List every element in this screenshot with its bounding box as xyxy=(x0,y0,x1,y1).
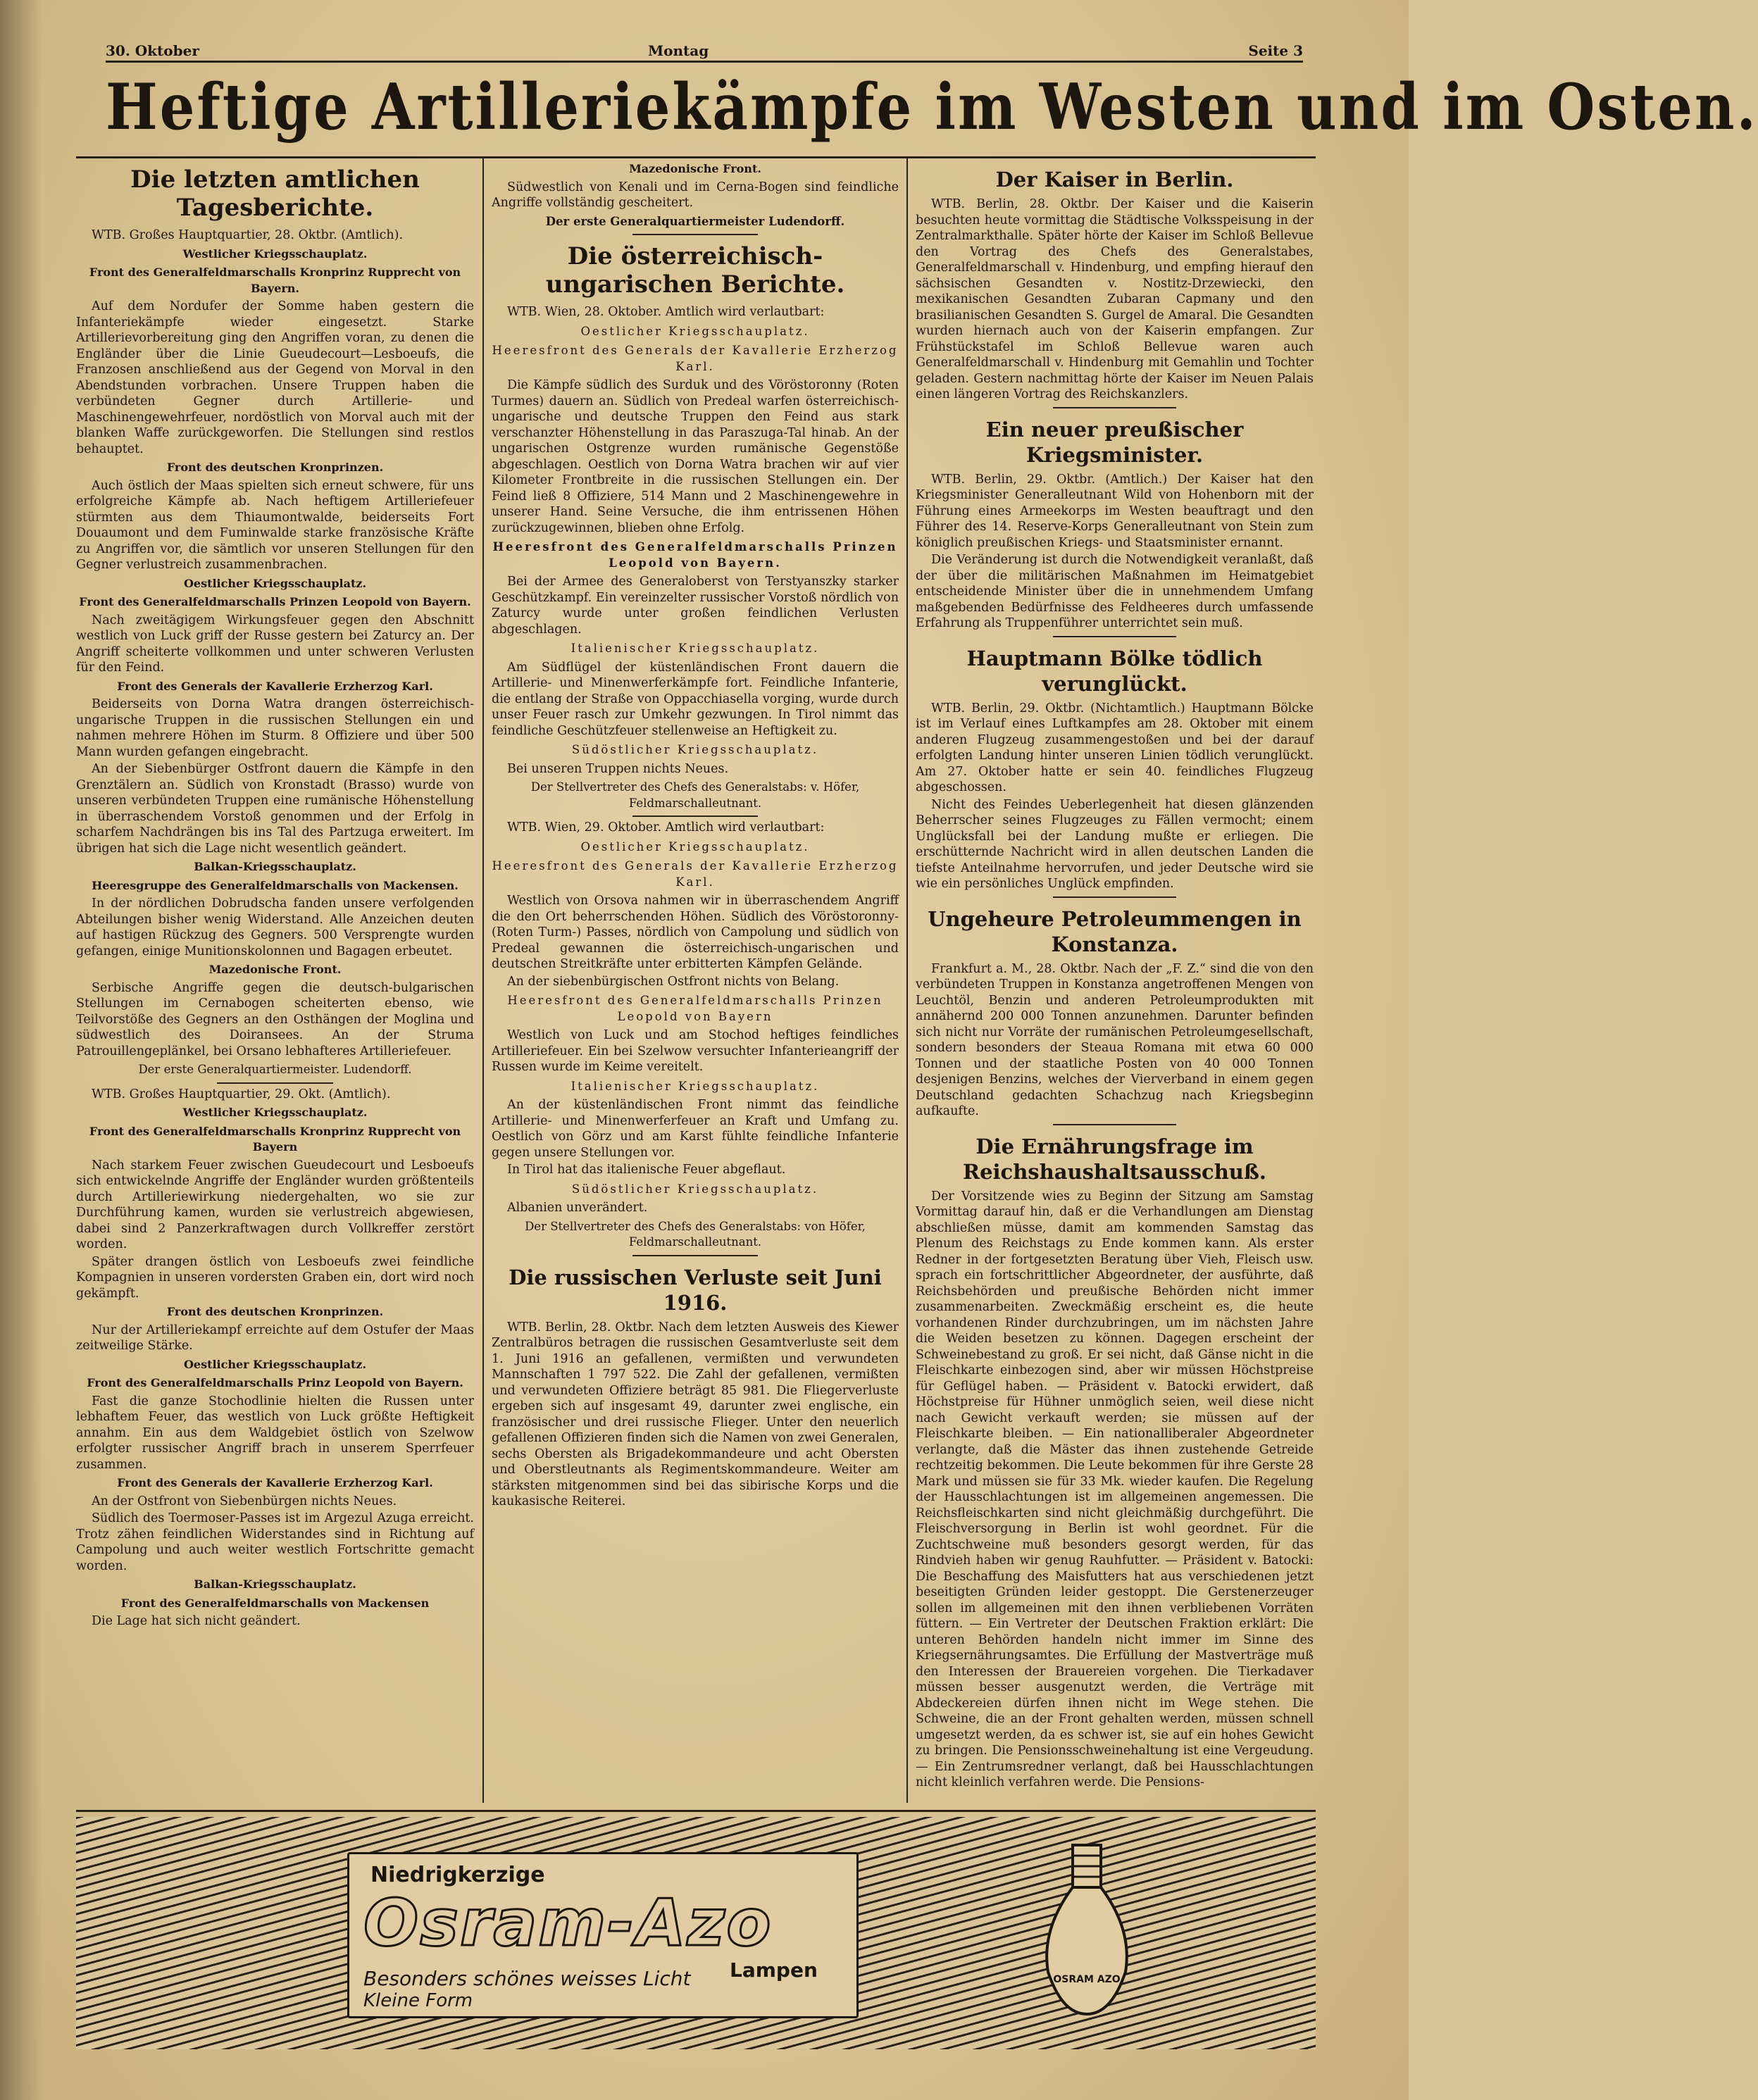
advertisement xyxy=(76,1817,1316,2049)
paragraph: Fast die ganze Stochodlinie hielten die Russen unter lebhaftem Feuer, das westlich von Luck größte Heftigkeit annahm. Ein aus dem Waldgebiet östlich von Szelwow erfolgter russischer Angriff brach in unserem Sperrfeuer zusammen. xyxy=(76,1394,474,1472)
dateline: WTB. Wien, 28. Oktober. Amtlich wird verlautbart: xyxy=(507,305,825,319)
section-heading: Oestlicher Kriegsschauplatz. xyxy=(580,839,810,854)
ad-slogan: Besonders schönes weisses Licht xyxy=(363,1967,691,1990)
section-heading: Mazedonische Front. xyxy=(629,162,761,175)
paragraph: Auf dem Nordufer der Somme haben gestern die Infanteriekämpfe wieder eingesetzt. Starke Artillerievorbereitung ging den Angriffen voran, zu denen die Engländer über die Linie Gueudecourt—Lesboeufs, die Franzosen anschließend aus der Gegend von Morval in den Abendstunden vorbrachen. Unsere Truppen haben die verbündeten Gegner durch Artillerie- und Maschinengewehrfeuer, nordöstlich von Morval auch mit der blanken Waffe zurückgeworfen. Die Stellungen sind restlos behauptet. xyxy=(76,299,474,456)
article-title: Die Ernährungsfrage im Reichshaushaltsausschuß. xyxy=(962,1134,1267,1184)
paragraph: Südlich des Toermoser-Passes ist im Argezul Azuga erreicht. Trotz zähen feindlichen Widerstandes sind in Richtung auf Campolung und auch weiter westlich Fortschritte gemacht worden. xyxy=(76,1511,474,1573)
paragraph: An der Siebenbürger Ostfront dauern die Kämpfe in den Grenztälern an. Südlich von Kronstadt (Brasso) wurde von unseren verbündeten Truppen eine rumänische Höhenstellung in überraschendem Vorstoß genommen und der Erfolg in scharfem Nachdrängen bis ins Tal des Partzuga erweitert. Im übrigen hat sich die Lage nicht wesentlich geändert. xyxy=(76,762,474,856)
divider xyxy=(1053,407,1176,408)
section-heading: Front des deutschen Kronprinzen. xyxy=(166,1305,384,1318)
section-heading: Südöstlicher Kriegsschauplatz. xyxy=(571,743,819,756)
section-heading: Westlicher Kriegsschauplatz. xyxy=(182,246,368,261)
paragraph: Nur der Artilleriekampf erreichte auf dem Ostufer der Maas zeitweilige Stärke. xyxy=(76,1323,474,1353)
divider xyxy=(632,234,758,235)
section-heading: Front des Generals der Kavallerie Erzherzog Karl. xyxy=(117,679,433,693)
paragraph: Frankfurt a. M., 28. Oktbr. Nach der „F. Z.“ sind die von den verbündeten Truppen in Konstanza angetroffenen Mengen von Leuchtöl, Benzin und anderen Petroleumprodukten mit annähernd 200 000 Tonnen anzunehmen. Darunter befinden sich nicht nur Vorräte der rumänischen Petroleumgesellschaft, sondern besonders der Steaua Romana mit etwa 60 000 Tonnen und der staatliche Posten von 40 000 Tonnen desjenigen Benzins, welches der Vierverband in einem gegen Deutschland gedachten Schachzug nach Kriegsbeginn aufkaufte. xyxy=(916,961,1314,1118)
divider xyxy=(1053,896,1176,898)
divider xyxy=(632,1255,758,1256)
paragraph: Der Vorsitzende wies zu Beginn der Sitzung am Samstag Vormittag darauf hin, daß er die Verhandlungen am Dienstag abschließen müsse, damit am kommenden Samstag das Plenum des Reichstags zu Ende kommen kann. Als erster Redner in der fortgesetzten Beratung über Vieh, Fleisch usw. sprach ein fortschrittlicher Abgeordneter, der ausführte, daß Reichsbehörden und preußische Behörden nicht immer zusammenarbeiten. Zweckmäßig erscheint es, die heute vorhandenen Rinder durchzubringen, um im nächsten Jahre die Weiden besetzen zu können. Dagegen erscheint der Schweinebestand zu groß. Er sei nicht, daß Gänse nicht in die Fleischkarte einbezogen sind, aber wir müssen Höchstpreise für Geflügel haben. — Präsident v. Batocki erwidert, daß Höchstpreise für Hühner unmöglich seien, weil diese nicht nach Gewicht verkauft werden; sie müssen auf der Fleischkarte bleiben. — Ein nationalliberaler Abgeordneter verlangte, daß die Mäster das ihnen zustehende Getreide rechtzeitig bekommen. Die Leute bekommen für ihre Gerste 28 Mark und müssen sie für 33 Mk. wieder kaufen. Die Regelung der Hausschlachtungen ist im allgemeinen angemessen. Die Reichsfleischkarten sind nicht gleichmäßig durchgeführt. Die Fleischversorgung in Berlin ist wohl geordnet. Für die Zuchtschweine muß besonders gesorgt werden, für das Rindvieh haben wir genug Rauhfutter. — Präsident v. Batocki: Die Beschaffung des Maisfutters hat aus verschiedenen jetzt beseitigten Gründen leider gestoppt. Die Gerstenerzeuger sollen im allgemeinen mit den ihnen verbliebenen Vorräten füttern. — Ein Vertreter der Deutschen Fraktion erklärt: Die unteren Behörden handeln nicht immer im Sinne des Kriegsernährungsamtes. Die Erfüllung der Mastverträge muß den Interessen der Brauereien vorgehen. Die Tierkadaver müssen besser ausgenutzt werden, die Verträge mit Abdeckereien dürfen ihnen nicht im Wege stehen. Die Schweine, die an der Front gehalten werden, müssen schnell umgesetzt werden, da es schwer ist, sie auf ein hohes Gewicht zu bringen. Die Pensionsschweinehaltung ist eine Vergeudung. — Ein Zentrumsredner verlangt, daß bei Hausschlachtungen nicht kleinlich verfahren werde. Die Pensions- xyxy=(916,1189,1314,1789)
ad-size: Kleine Form xyxy=(363,1990,473,2011)
ad-product: Lampen xyxy=(730,1958,818,1982)
article-title: Die österreichisch-ungarischen Berichte. xyxy=(545,242,845,299)
section-heading: Oestlicher Kriegsschauplatz. xyxy=(183,1357,367,1371)
section-heading: Oestlicher Kriegsschauplatz. xyxy=(183,576,367,590)
signature: Der erste Generalquartiermeister Ludendorff. xyxy=(545,214,845,228)
section-heading: Mazedonische Front. xyxy=(208,963,342,976)
paragraph: In der nördlichen Dobrudscha fanden unsere verfolgenden Abteilungen bisher wenig Widerstand. Alle Anzeichen deuten auf hastigen Rückzug des Gegners. 500 Versprengte wurden gefangen, einige Munitionskolonnen und Bagagen erbeutet. xyxy=(76,896,474,958)
section-heading: Front des Generals der Kavallerie Erzherzog Karl. xyxy=(117,1476,433,1489)
section-heading: Oestlicher Kriegsschauplatz. xyxy=(580,324,810,338)
section-heading: Balkan-Kriegsschauplatz. xyxy=(194,1577,356,1591)
article-title: Hauptmann Bölke tödlich verunglückt. xyxy=(966,646,1263,696)
section-heading: Heeresfront des Generals der Kavallerie Erzherzog Karl. xyxy=(492,859,899,889)
section-heading: Front des Generalfeldmarschalls Prinzen Leopold von Bayern. xyxy=(79,595,471,608)
section-heading: Front des Generalfeldmarschalls Prinz Leopold von Bayern. xyxy=(87,1376,463,1389)
section-heading: Front des Generalfeldmarschalls Kronprinz Rupprecht von Bayern xyxy=(89,1124,461,1154)
section-heading: Heeresfront des Generals der Kavallerie Erzherzog Karl. xyxy=(492,344,899,373)
paragraph: An der siebenbürgischen Ostfront nichts von Belang. xyxy=(507,974,840,989)
paragraph: An der Ostfront von Siebenbürgen nichts Neues. xyxy=(92,1494,397,1508)
paragraph: Beiderseits von Dorna Watra drangen österreichisch-ungarische Truppen in die russischen Stellungen ein und nahmen mehrere Höhen im Sturm. 8 Offiziere und über 500 Mann wurden gefangen eingebracht. xyxy=(76,697,474,759)
paragraph: Bei der Armee des Generaloberst von Terstyanszky starker Geschützkampf. Ein vereinzelter russischer Vorstoß nördlich von Zaturcy wurde unter großen feindlichen Verlusten abgeschlagen. xyxy=(492,575,899,637)
section-heading: Südöstlicher Kriegsschauplatz. xyxy=(571,1182,819,1196)
main-headline: Heftige Artilleriekämpfe im Westen und im Osten. xyxy=(106,70,1758,144)
dateline: WTB. Großes Hauptquartier, 29. Okt. (Amtlich). xyxy=(92,1087,391,1101)
article-title: Der Kaiser in Berlin. xyxy=(995,168,1234,192)
paragraph: WTB. Berlin, 28. Oktbr. Der Kaiser und die Kaiserin besuchten heute vormittag die Städtische Volksspeisung in der Zentralmarkthalle. Später hörte der Kaiser im Schloß Bellevue den Vortrag des Chefs des Generalstabes, Generalfeldmarschall v. Hindenburg, und empfing hierauf den sächsischen Gesandten v. Nostitz-Drzewiecki, den mexikanischen Gesandten Zubaran Capmany und den brasilianischen Gesandten S. Gurgel de Amaral. Die Gesandten wurden hiernach auch von der Kaiserin empfangen. Zur Frühstückstafel im Schloß Bellevue waren auch Generalfeldmarschall v. Hindenburg mit Gemahlin und Tochter geladen. Gestern nachmittag hörte der Kaiser im Neuen Palais einen längeren Vortrag des Reichskanzlers. xyxy=(916,197,1314,401)
paragraph: Die Kämpfe südlich des Surduk und des Vöröstoronny (Roten Turmes) dauern an. Südlich von Predeal warfen österreichisch-ungarische und deutsche Truppen den Feind aus stark verschanzter Höhenstellung in das Paraszuga-Tal hinab. An der ungarischen Ostgrenze wurden rumänische Gegenstöße abgeschlagen. Oestlich von Dorna Watra brachen wir auf vier Kilometer Frontbreite in die russischen Stellungen ein. Der Feind ließ 8 Offiziere, 514 Mann und 2 Maschinengewehre in unserer Hand. Seine Versuche, die ihm entrissenen Höhen zurückzugewinnen, blieben ohne Erfolg. xyxy=(492,378,899,535)
section-heading: Heeresfront des Generalfeldmarschalls Prinzen Leopold von Bayern. xyxy=(492,540,898,570)
bulb-label: OSRAM AZO xyxy=(1053,1974,1121,1985)
section-heading: Front des deutschen Kronprinzen. xyxy=(166,461,384,474)
paragraph: Die Lage hat sich nicht geändert. xyxy=(92,1614,301,1628)
paragraph: Serbische Angriffe gegen die deutsch-bulgarischen Stellungen im Cernabogen scheiterten ebenso, wie Teilvorstöße des Gegners an den Osthängen der Moglina und südwestlich des Doiransees. An der Struma Patrouillengeplänkel, bei Orsano lebhafteres Artilleriefeuer. xyxy=(76,980,474,1058)
divider xyxy=(1053,636,1176,637)
signature: Der Stellvertreter des Chefs des Generalstabs: von Höfer, Feldmarschalleutnant. xyxy=(525,1219,866,1249)
paragraph: Am Südflügel der küstenländischen Front dauern die Artillerie- und Minenwerferkämpfe fort. Feindliche Infanterie, die entlang der Straße von Oppacchiasella vorging, wurde durch unser Feuer rasch zur Umkehr gezwungen. In Tirol nimmt das feindliche Geschützfeuer stellenweise an Heftigkeit zu. xyxy=(492,660,899,738)
dateline: WTB. Wien, 29. Oktober. Amtlich wird verlautbart: xyxy=(507,820,825,835)
section-heading: Front des Generalfeldmarschalls von Mackensen xyxy=(120,1596,430,1610)
paragraph: Bei unseren Truppen nichts Neues. xyxy=(507,761,729,776)
paragraph: WTB. Berlin, 28. Oktbr. Nach dem letzten Ausweis des Kiewer Zentralbüros betragen die russischen Gesamtverluste seit dem 1. Juni 1916 an gefallenen, vermißten und verwundeten Mannschaften 1 797 522. Die Zahl der gefallenen, vermißten und verwundeten Offiziere beträgt 85 981. Die Fliegerverluste ergeben sich auf insgesamt 49, darunter zwei englische, ein französischer und drei russische Flieger. Unter den neuerlich gefallenen Offizieren finden sich die Namen von zwei Generalen, sechs Obersten als Brigadekommandeure und acht Obersten und Oberstleutnants als Regimentskommandeure. Weiter am stärksten mitgenommen sind bei das sibirische Korps und die kaukasische Reiterei. xyxy=(492,1320,899,1508)
column-3 xyxy=(916,158,1314,1810)
article-title: Die letzten amtlichen Tagesberichte. xyxy=(130,165,420,222)
page-edge-shadow xyxy=(0,0,42,2100)
paragraph: Später drangen östlich von Lesboeufs zwei feindliche Kompagnien in unseren vordersten Graben ein, dort wird noch gekämpft. xyxy=(76,1254,474,1301)
paragraph: Westlich von Orsova nahmen wir in überraschendem Angriff die den Ort beherrschenden Höhen. Südlich des Vöröstoronny- (Roten Turm-) Passes, nördlich von Campolung und südlich von Predeal gewannen die österreichisch-ungarischen und deutschen Streitkräfte unter erbitterten Kämpfen Gelände. xyxy=(492,894,899,971)
running-head-day: Montag xyxy=(648,42,709,59)
running-head-page: Seite 3 xyxy=(1248,42,1303,59)
paragraph: Nicht des Feindes Ueberlegenheit hat diesen glänzenden Beherrscher seines Flugzeuges zu Fällen vermocht; einem Unglücksfall bei der Landung mußte er erliegen. Die erschütternde Nachricht wird in allen deutschen Landen die tiefste Anteilnahme hervorrufen, und jeder Deutsche wird sie wie ein persönliches Unglück empfinden. xyxy=(916,797,1314,891)
ad-brand: Osram-Azo xyxy=(363,1885,773,1961)
paragraph: Nach starkem Feuer zwischen Gueudecourt und Lesboeufs sich entwickelnde Angriffe der Engländer wurden größtenteils durch Artilleriewirkung niedergehalten, wo sie zur Durchführung kamen, wurden sie verlustreich abgewiesen, dabei sind 2 Panzerkraftwagen durch Vollkreffer zerstört worden. xyxy=(76,1158,474,1251)
paragraph: In Tirol hat das italienische Feuer abgeflaut. xyxy=(507,1163,786,1177)
section-heading: Italienischer Kriegsschauplatz. xyxy=(571,642,820,655)
paragraph: An der küstenländischen Front nimmt das feindliche Artillerie- und Minenwerferfeuer an Kraft und Umfang zu. Oestlich von Görz und am Karst fühlte feindliche Infanterie gegen unsere Stellungen vor. xyxy=(492,1098,899,1160)
section-heading: Italienischer Kriegsschauplatz. xyxy=(571,1079,820,1093)
section-heading: Heeresfront des Generalfeldmarschalls Prinzen Leopold von Bayern xyxy=(507,994,883,1023)
column-divider-1 xyxy=(482,158,484,1803)
section-heading: Westlicher Kriegsschauplatz. xyxy=(182,1106,368,1119)
article-title: Ungeheure Petroleummengen in Konstanza. xyxy=(928,906,1302,956)
paragraph: Albanien unverändert. xyxy=(507,1201,648,1215)
divider xyxy=(632,815,758,817)
paragraph: Auch östlich der Maas spielten sich erneut schwere, für uns erfolgreiche Kämpfe ab. Nach heftigem Artilleriefeuer stürmten aus dem Thiaumontwalde, beiderseits Fort Douaumont und dem Fuminwalde starke französische Kräfte zu Angriffen vor, die sämtlich vor unseren Stellungen für den Gegner verlustreich zusammenbrachen. xyxy=(76,478,474,572)
paragraph: WTB. Berlin, 29. Oktbr. (Amtlich.) Der Kaiser hat den Kriegsminister Generalleutnant Wild von Hohenborn mit der Führung eines Armeekorps im Westen beauftragt und den Führer des 14. Reserve-Korps Generalleutnant von Stein zum königlich preußischen Kriegs- und Staatsminister ernannt. xyxy=(916,472,1314,550)
lightbulb-icon xyxy=(1034,1845,1140,2021)
section-heading: Balkan-Kriegsschauplatz. xyxy=(194,860,356,873)
advertisement-panel xyxy=(347,1852,859,2018)
advert-rule xyxy=(76,1810,1316,1812)
divider xyxy=(1053,1124,1176,1125)
article-title: Die russischen Verluste seit Juni 1916. xyxy=(509,1265,882,1315)
column-divider-2 xyxy=(906,158,908,1803)
ad-tagline: Niedrigkerzige xyxy=(370,1863,545,1887)
signature: Der erste Generalquartiermeister. Ludendorff. xyxy=(138,1063,412,1076)
running-head-date: 30. Oktober xyxy=(106,42,199,59)
column-1 xyxy=(76,158,474,1810)
column-2 xyxy=(492,158,899,1810)
paragraph: Westlich von Luck und am Stochod heftiges feindliches Artilleriefeuer. Ein bei Szelwow versuchter Infanterieangriff der Russen wurde im Keime vereitelt. xyxy=(492,1028,899,1074)
dateline: WTB. Großes Hauptquartier, 28. Oktbr. (Amtlich). xyxy=(92,228,404,242)
section-heading: Front des Generalfeldmarschalls Kronprinz Rupprecht von Bayern. xyxy=(89,265,461,295)
signature: Der Stellvertreter des Chefs des Generalstabs: v. Höfer, Feldmarschalleutnant. xyxy=(530,780,860,810)
section-heading: Heeresgruppe des Generalfeldmarschalls von Mackensen. xyxy=(92,878,459,892)
paragraph: Nach zweitägigem Wirkungsfeuer gegen den Abschnitt westlich von Luck griff der Russe gestern bei Zaturcy an. Der Angriff scheiterte vollkommen und unter schweren Verlusten für den Feind. xyxy=(76,613,474,675)
divider xyxy=(217,1082,333,1084)
article-title: Ein neuer preußischer Kriegsminister. xyxy=(985,417,1244,467)
paragraph: Die Veränderung ist durch die Notwendigkeit veranlaßt, daß der über die militärischen Maßnahmen im Heimatgebiet entscheidende Minister über die in unnehmendem Umfang maßgebenden Bedürfnisse des Feldheeres durch umfassende Erfahrung als Truppenführer unterrichtet sein muß. xyxy=(916,553,1314,630)
paragraph: WTB. Berlin, 29. Oktbr. (Nichtamtlich.) Hauptmann Bölcke ist im Verlauf eines Luftkampfes am 28. Oktober mit einem anderen Flugzeug zusammengestoßen und bei der darauf erfolgten Landung hinter unseren Linien tödlich verunglückt. Am 27. Oktober hatte er sein 40. feindliches Flugzeug abgeschossen. xyxy=(916,701,1314,794)
paragraph: Südwestlich von Kenali und im Cerna-Bogen sind feindliche Angriffe vollständig gescheitert. xyxy=(492,180,899,210)
